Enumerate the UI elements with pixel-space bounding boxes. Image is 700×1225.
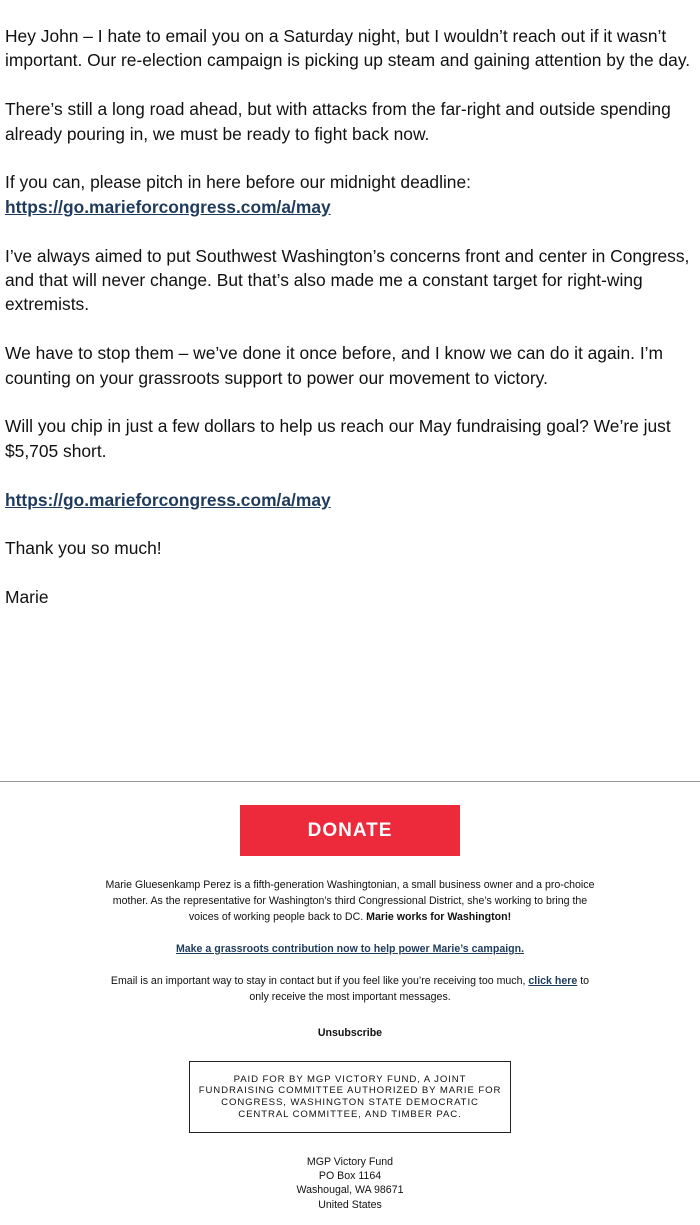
bio-tagline: Marie works for Washington! — [366, 911, 512, 923]
contribution-row — [100, 941, 600, 957]
email-preferences-note — [100, 973, 600, 1005]
paid-for-text: PAID FOR BY MGP VICTORY FUND, A JOINT FUNDRAISING COMMITTEE AUTHORIZED BY MARIE FOR CONGRESS, WASHINGTON STATE DEMOCRATIC CENTRAL COMMITTEE, AND TIMBER PAC. — [198, 1073, 502, 1120]
donation-link-1[interactable]: https://go.marieforcongress.com/a/may — [5, 196, 331, 217]
address-country: United States — [318, 1198, 382, 1211]
address-city: Washougal, WA 98671 — [296, 1184, 404, 1197]
paragraph-goal: Will you chip in just a few dollars to help us reach our May fundraising goal? We’re just $5,705 short. — [5, 416, 671, 461]
paid-for-disclaimer — [189, 1061, 511, 1133]
bio-body: Marie Gluesenkamp Perez is a fifth-generation Washingtonian, a small business owner and a pro-choice mother. As the representative for Washington’s third Congressional District, she’s working to bring the voices of working people back to DC. — [105, 879, 595, 923]
email-note-text: Email is an important way to stay in contact but if you feel like you’re receiving too much, — [110, 975, 526, 987]
email-preferences-link[interactable]: click here — [528, 975, 578, 987]
paragraph-stop-them: We have to stop them – we’ve done it once before, and I know we can do it again. I’m counting on your grassroots support to power our movement to victory. — [5, 343, 664, 388]
donation-link-2[interactable]: https://go.marieforcongress.com/a/may — [5, 489, 331, 510]
email-body — [5, 24, 697, 634]
paragraph-deadline — [5, 170, 697, 219]
signature: Marie — [5, 587, 49, 608]
donate-button[interactable]: DONATE — [240, 805, 460, 856]
unsubscribe-link[interactable]: Unsubscribe — [317, 1027, 383, 1039]
footer-divider — [0, 781, 700, 782]
contribution-link[interactable]: Make a grassroots contribution now to help power Marie’s campaign. — [175, 943, 525, 955]
address-name: MGP Victory Fund — [306, 1156, 394, 1168]
paragraph-thanks: Thank you so much! — [5, 538, 162, 559]
paragraph-concerns: I’ve always aimed to put Southwest Washington’s concerns front and center in Congress, and that will never change. But that’s also made me a constant target for right-wing extremists. — [5, 245, 690, 315]
paragraph-greeting: Hey John – I hate to email you on a Saturday night, but I wouldn’t reach out if it wasn’t important. Our re-election campaign is picking up steam and gaining attention by the day. — [5, 26, 691, 71]
address-po-box: PO Box 1164 — [318, 1170, 382, 1183]
deadline-text: If you can, please pitch in here before our midnight deadline: — [5, 172, 471, 193]
mailing-address — [200, 1155, 500, 1212]
paragraph-long-road: There’s still a long road ahead, but with attacks from the far-right and outside spending already pouring in, we must be ready to fight back now. — [5, 99, 671, 144]
bio-text — [100, 877, 600, 925]
unsubscribe-row — [100, 1025, 600, 1041]
email-note-text-after: to only receive the most important messages. — [249, 975, 590, 1003]
paragraph-link-2 — [5, 488, 697, 512]
